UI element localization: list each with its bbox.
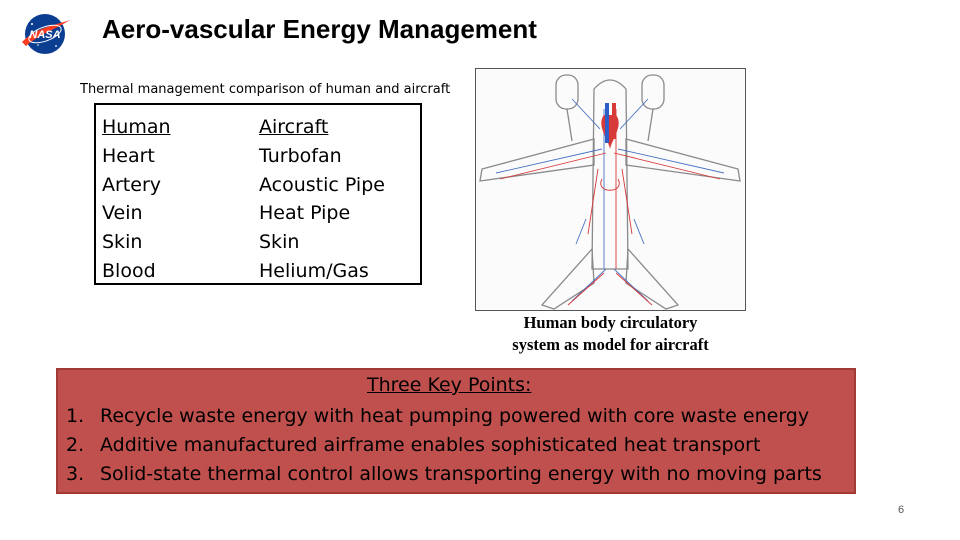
page-number: 6 bbox=[898, 504, 905, 516]
key-points-title: Three Key Points: bbox=[367, 374, 532, 396]
comparison-table bbox=[94, 103, 422, 285]
aircraft-circulatory-illustration bbox=[475, 68, 746, 311]
caption-line-1: Human body circulatory bbox=[523, 313, 698, 332]
aircraft-item-acoustic-pipe: Acoustic Pipe bbox=[259, 173, 385, 196]
nasa-logo bbox=[18, 12, 72, 56]
figure-caption bbox=[475, 312, 746, 356]
slide-title: Aero-vascular Energy Management bbox=[102, 14, 537, 44]
slide-subtitle: Thermal management comparison of human and aircraft bbox=[80, 82, 451, 97]
aircraft-column bbox=[259, 113, 385, 286]
human-column bbox=[102, 113, 193, 286]
key-point-text: Additive manufactured airframe enables sophisticated heat transport bbox=[100, 434, 761, 456]
logo-text: NASA bbox=[29, 29, 61, 41]
key-points-list bbox=[66, 402, 822, 489]
human-header: Human bbox=[102, 116, 171, 138]
key-point-text: Solid-state thermal control allows transporting energy with no moving parts bbox=[100, 463, 822, 485]
aircraft-item-helium-gas: Helium/Gas bbox=[259, 259, 369, 282]
key-point-3 bbox=[66, 460, 822, 489]
human-item-vein: Vein bbox=[102, 202, 143, 225]
aircraft-item-turbofan: Turbofan bbox=[259, 144, 342, 167]
caption-line-2: system as model for aircraft bbox=[512, 335, 709, 354]
aircraft-item-heat-pipe: Heat Pipe bbox=[259, 202, 351, 225]
key-point-1 bbox=[66, 402, 822, 431]
key-point-2 bbox=[66, 431, 822, 460]
aircraft-header: Aircraft bbox=[259, 116, 329, 138]
human-item-skin: Skin bbox=[102, 231, 143, 254]
human-item-artery: Artery bbox=[102, 173, 162, 196]
key-point-number: 2. bbox=[66, 434, 85, 456]
key-point-text: Recycle waste energy with heat pumping powered with core waste energy bbox=[100, 405, 810, 427]
human-item-heart: Heart bbox=[102, 144, 155, 167]
key-point-number: 1. bbox=[66, 405, 85, 427]
aircraft-item-skin: Skin bbox=[259, 231, 300, 254]
key-point-number: 3. bbox=[66, 463, 85, 485]
human-item-blood: Blood bbox=[102, 259, 156, 282]
